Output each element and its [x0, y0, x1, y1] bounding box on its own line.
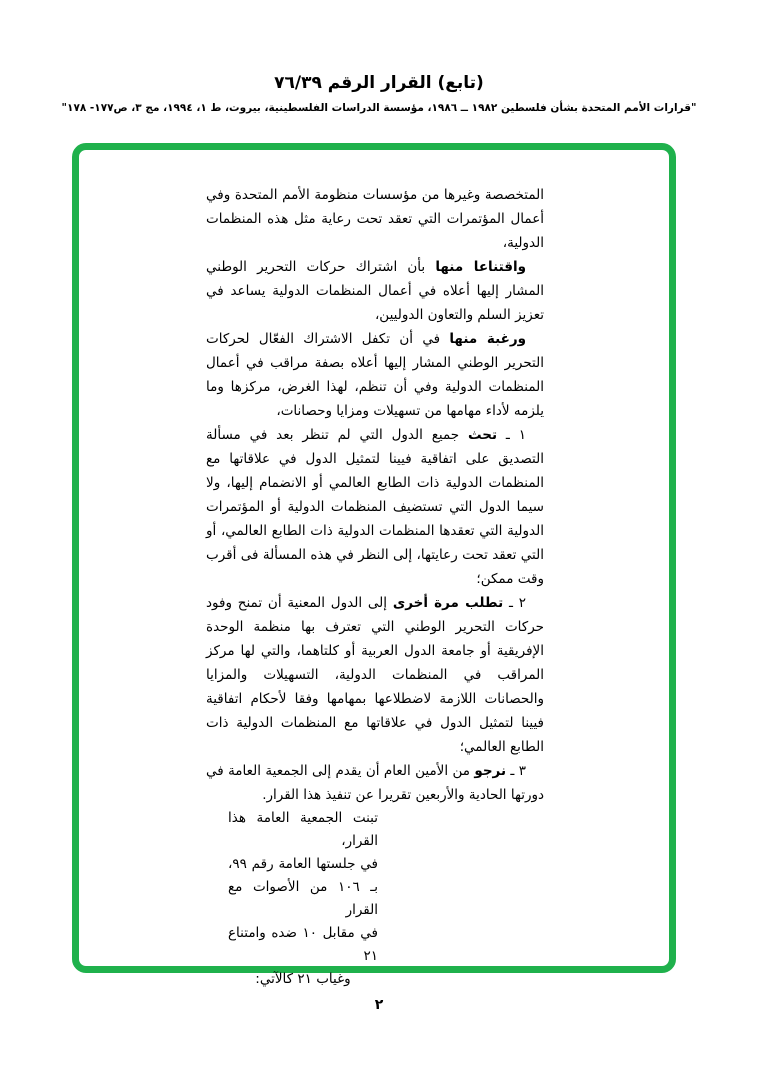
closing-line: بـ ١٠٦ من الأصوات مع القرار [228, 879, 378, 918]
green-border-frame [72, 143, 676, 987]
clause-number: ٣ ـ [506, 763, 526, 779]
closing-line: في مقابل ١٠ ضده وامتناع ٢١ [228, 925, 378, 964]
paragraph-clause-3 [206, 759, 544, 807]
paragraph-text: في أن تكفل الاشتراك الفعّال لحركات التحرير الوطني المشار إليها أعلاه بصفة مراقب في أعمال المنظمات الدولية وفي أن تنظم، لهذا الغرض، مركزها وما يلزمه لأداء مهامها من تسهيلات ومزايا وحصانات، [206, 331, 544, 419]
source-citation: "قرارات الأمم المتحدة بشأن فلسطين ١٩٨٢ ــ ١٩٨٦، مؤسسة الدراسات الفلسطينية، بيروت، ط ١، ١٩٩٤، مج ٣، ص١٧٧- ١٧٨" [61, 102, 697, 114]
clause-number: ١ ـ [497, 427, 526, 443]
paragraph-lead: واقتناعا منها [435, 259, 526, 275]
paragraph-preamble-2 [206, 327, 544, 423]
paragraph-preamble-1 [206, 255, 544, 327]
adoption-note [228, 807, 378, 991]
closing-line: وغياب ٢١ كالآتي: [255, 971, 351, 987]
closing-line: تبنت الجمعية العامة هذا القرار، [228, 810, 378, 849]
closing-line: في جلستها العامة رقم ٩٩، [228, 856, 378, 872]
paragraph-clause-1 [206, 423, 544, 591]
page-number: ٢ [374, 997, 384, 1013]
resolution-text [206, 183, 544, 991]
paragraph-text: جميع الدول التي لم تنظر بعد في مسألة التصديق على اتفاقية فيينا لتمثيل الدول في علاقاتها مع المنظمات الدولية ذات الطابع العالمي أو الانضمام إليها، ولا سيما الدول التي تستضيف المنظمات الدولية أو المؤتمرات الدولية التي تعقدها المنظمات الدولية ذات الطابع العالمي، أو التي تعقد تحت رعايتها، إلى النظر في هذه المسألة فى أقرب وقت ممكن؛ [206, 427, 544, 587]
paragraph-text: المتخصصة وغيرها من مؤسسات منظومة الأمم المتحدة وفي أعمال المؤتمرات التي تعقد تحت رعاية مثل هذه المنظمات الدولية، [206, 187, 544, 251]
paragraph-clause-2 [206, 591, 544, 759]
paragraph-text: من الأمين العام أن يقدم إلى الجمعية العامة في دورتها الحادية والأربعين تقريرا عن تنفيذ هذا القرار. [206, 763, 544, 803]
page-title: (تابع) القرار الرقم ٧٦/٣٩ [274, 73, 484, 93]
paragraph-lead: ورغبة منها [449, 331, 526, 347]
paragraph-lead: تطلب مرة أخرى [392, 595, 504, 611]
paragraph-continuation [206, 183, 544, 255]
clause-number: ٢ ـ [503, 595, 527, 611]
paragraph-text: إلى الدول المعنية أن تمنح وفود حركات التحرير الوطني التي تعترف بها منظمة الوحدة الإفريقية أو جامعة الدول العربية أو كلتاهما، والتي لها مركز المراقب في المنظمات الدولية، التسهيلات والمزايا والحصانات اللازمة لاضطلاعها بمهامها وفقا لأحكام اتفاقية فيينا لتمثيل الدول في علاقاتها مع المنظمات الدولية ذات الطابع العالمي؛ [206, 595, 544, 755]
paragraph-lead: نرجو [474, 763, 507, 779]
paragraph-lead: تحث [467, 427, 498, 443]
paragraph-text: بأن اشتراك حركات التحرير الوطني المشار إليها أعلاه في أعمال المنظمات الدولية يساعد في تعزيز السلم والتعاون الدوليين، [206, 259, 544, 323]
